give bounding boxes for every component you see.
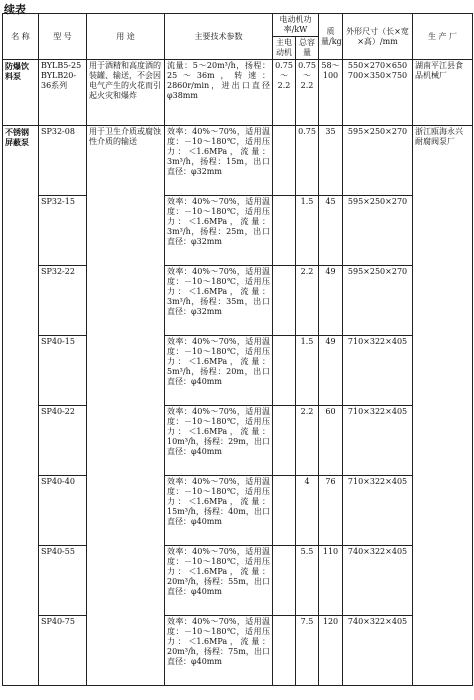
- row-params: 效率：40%～70%，适用温度：－10～180℃，适用压力：＜1.6MPa，流量：20m³/h，扬程：55m，出口直径：φ40mm: [165, 546, 273, 616]
- row-power-motor: [273, 406, 296, 476]
- header-usage: 用 途: [87, 14, 165, 60]
- row-maker: 浙江瓯海永兴耐腐阀泵厂: [413, 126, 473, 686]
- row-params: 效率：40%～70%，适用温度：－10～180℃，适用压力：＜1.6MPa，流量：10m³/h，扬程：29m，出口直径：φ40mm: [165, 406, 273, 476]
- row-model: SP32-08: [39, 126, 87, 196]
- row-power-total: 1.5: [296, 336, 319, 406]
- row-mass: 110: [319, 546, 343, 616]
- row-mass: 60: [319, 406, 343, 476]
- row-maker: 湖南平江县食品机械厂: [413, 60, 473, 126]
- row-params: 效率：40%～70%，适用温度：－10～180℃，适用压力：＜1.6MPa，流量：20m³/h，扬程：75m，出口直径：φ40mm: [165, 616, 273, 686]
- header-maker: 生 产 厂: [413, 14, 473, 60]
- row-dims: 550×270×650 700×350×750: [343, 60, 413, 126]
- row-power-motor: [273, 546, 296, 616]
- row-dims: 710×322×405: [343, 336, 413, 406]
- row-model: BYLB5-25 BYLB20-36系列: [39, 60, 87, 126]
- row-model: SP32-15: [39, 196, 87, 266]
- table-row: [3, 336, 473, 406]
- row-params: 流量：5～20m³/h，扬程：25～36m，转速：2860r/min，进出口直径φ38mm: [165, 60, 273, 126]
- table-row: [3, 60, 473, 126]
- row-mass: 49: [319, 336, 343, 406]
- row-dims: 710×322×405: [343, 406, 413, 476]
- row-dims: 595×250×270: [343, 126, 413, 196]
- header-name: 名 称: [3, 14, 39, 60]
- row-usage: 用于酒精和高度酒的装罐、输送，不会因电气产生的火花而引起火灾和爆炸: [87, 60, 165, 126]
- table-caption: 续表: [4, 3, 26, 16]
- row-params: 效率：40%～70%，适用温度：－10～180℃，适用压力：＜1.6MPa，流量：3m³/h，扬程：15m，出口直径：φ32mm: [165, 126, 273, 196]
- row-mass: 49: [319, 266, 343, 336]
- table-row: [3, 406, 473, 476]
- row-power-motor: [273, 266, 296, 336]
- row-params: 效率：40%～70%，适用温度：－10～180℃，适用压力：＜1.6MPa，流量：15m³/h，扬程：40m，出口直径：φ40mm: [165, 476, 273, 546]
- row-mass: 35: [319, 126, 343, 196]
- row-power-total: 0.75～2.2: [296, 60, 319, 126]
- row-dims: 710×322×405: [343, 476, 413, 546]
- row-dims: 740×322×405: [343, 616, 413, 686]
- table-row: [3, 196, 473, 266]
- row-model: SP40-15: [39, 336, 87, 406]
- row-power-total: 4: [296, 476, 319, 546]
- row-model: SP32-22: [39, 266, 87, 336]
- row-power-motor: [273, 476, 296, 546]
- header-power: 电动机功率/kW: [273, 14, 319, 37]
- row-dims: 740×322×405: [343, 546, 413, 616]
- row-params: 效率：40%～70%，适用温度：－10～180℃，适用压力：＜1.6MPa，流量：3m³/h，扬程：35m，出口直径：φ32mm: [165, 266, 273, 336]
- row-dims: 595×250×270: [343, 196, 413, 266]
- table-row: [3, 266, 473, 336]
- table-row: [3, 476, 473, 546]
- header-power-total: 总容量: [296, 37, 319, 60]
- row-power-total: 1.5: [296, 196, 319, 266]
- row-power-total: 7.5: [296, 616, 319, 686]
- row-model: SP40-75: [39, 616, 87, 686]
- row-power-total: 2.2: [296, 266, 319, 336]
- header-power-motor: 主电动机: [273, 37, 296, 60]
- row-model: SP40-40: [39, 476, 87, 546]
- row-name: 防爆饮料泵: [3, 60, 39, 126]
- row-name: 不锈钢屏蔽泵: [3, 126, 39, 686]
- row-power-total: 5.5: [296, 546, 319, 616]
- header-params: 主要技术参数: [165, 14, 273, 60]
- row-model: SP40-55: [39, 546, 87, 616]
- row-usage: 用于卫生介质或腐蚀性介质的输送: [87, 126, 165, 686]
- row-mass: 45: [319, 196, 343, 266]
- pump-spec-table: [2, 13, 473, 686]
- table-row: [3, 546, 473, 616]
- row-mass: 58～100: [319, 60, 343, 126]
- row-mass: 120: [319, 616, 343, 686]
- header-mass: 质量/kg: [319, 14, 343, 60]
- row-mass: 76: [319, 476, 343, 546]
- row-power-total: 0.75: [296, 126, 319, 196]
- row-power-motor: 0.75～2.2: [273, 60, 296, 126]
- row-model: SP40-22: [39, 406, 87, 476]
- row-power-motor: [273, 336, 296, 406]
- table-row: [3, 616, 473, 686]
- row-params: 效率：40%～70%，适用温度：－10～180℃，适用压力：＜1.6MPa，流量：5m³/h，扬程：20m，出口直径：φ40mm: [165, 336, 273, 406]
- row-power-total: 2.2: [296, 406, 319, 476]
- table-row: [3, 126, 473, 196]
- row-power-motor: [273, 196, 296, 266]
- row-power-motor: [273, 616, 296, 686]
- row-dims: 595×250×270: [343, 266, 413, 336]
- row-power-motor: [273, 126, 296, 196]
- header-dims: 外形尺寸（长×宽×高）/mm: [343, 14, 413, 60]
- row-params: 效率：40%～70%，适用温度：－10～180℃，适用压力：＜1.6MPa，流量：3m³/h，扬程：25m，出口直径：φ32mm: [165, 196, 273, 266]
- header-model: 型 号: [39, 14, 87, 60]
